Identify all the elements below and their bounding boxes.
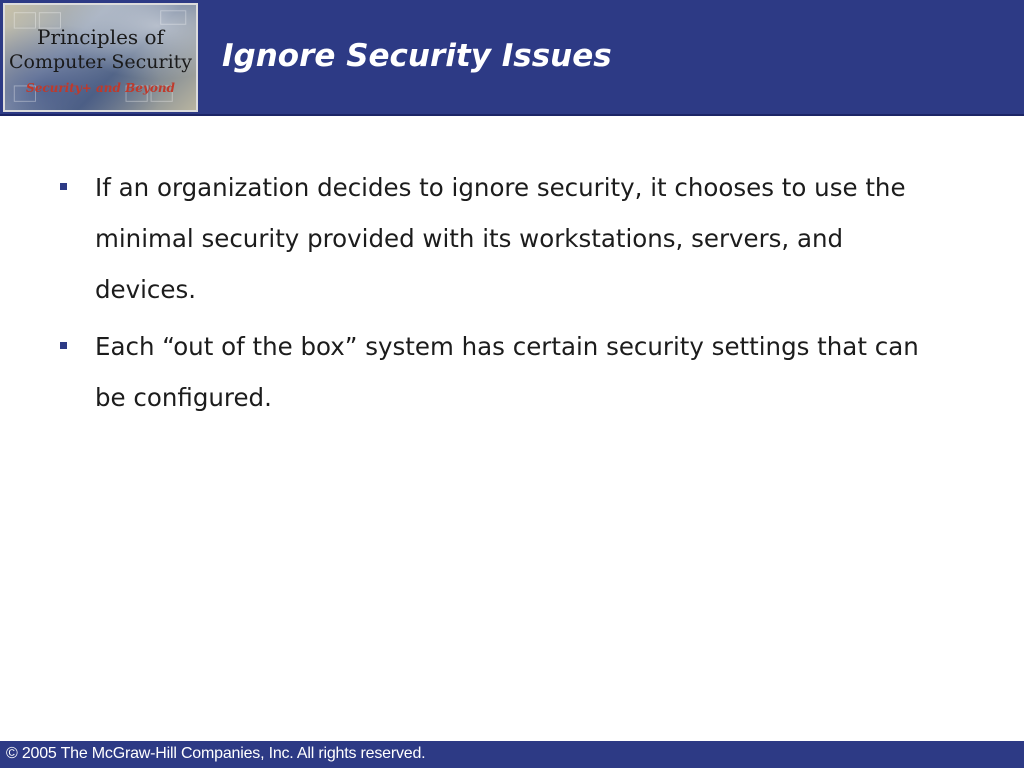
logo-title-line1: Principles of [37, 25, 164, 49]
square-bullet-icon [60, 183, 67, 190]
bullet-item [60, 162, 940, 315]
book-logo [3, 3, 198, 112]
bullet-list [60, 162, 940, 429]
logo-subtitle: Security+ and Beyond [26, 81, 175, 95]
bullet-item [60, 321, 940, 423]
bullet-text: If an organization decides to ignore security, it chooses to use the minimal security provided with its workstations, servers, and devices. [95, 173, 906, 304]
logo-title-line2: Computer Security [8, 51, 193, 73]
square-bullet-icon [60, 342, 67, 349]
bullet-text: Each “out of the box” system has certain security settings that can be configured. [95, 332, 919, 412]
copyright-notice: © 2005 The McGraw-Hill Companies, Inc. All rights reserved. [6, 745, 426, 762]
slide-header [0, 0, 1024, 116]
slide-footer [0, 741, 1024, 768]
slide-title: Ignore Security Issues [222, 38, 612, 74]
